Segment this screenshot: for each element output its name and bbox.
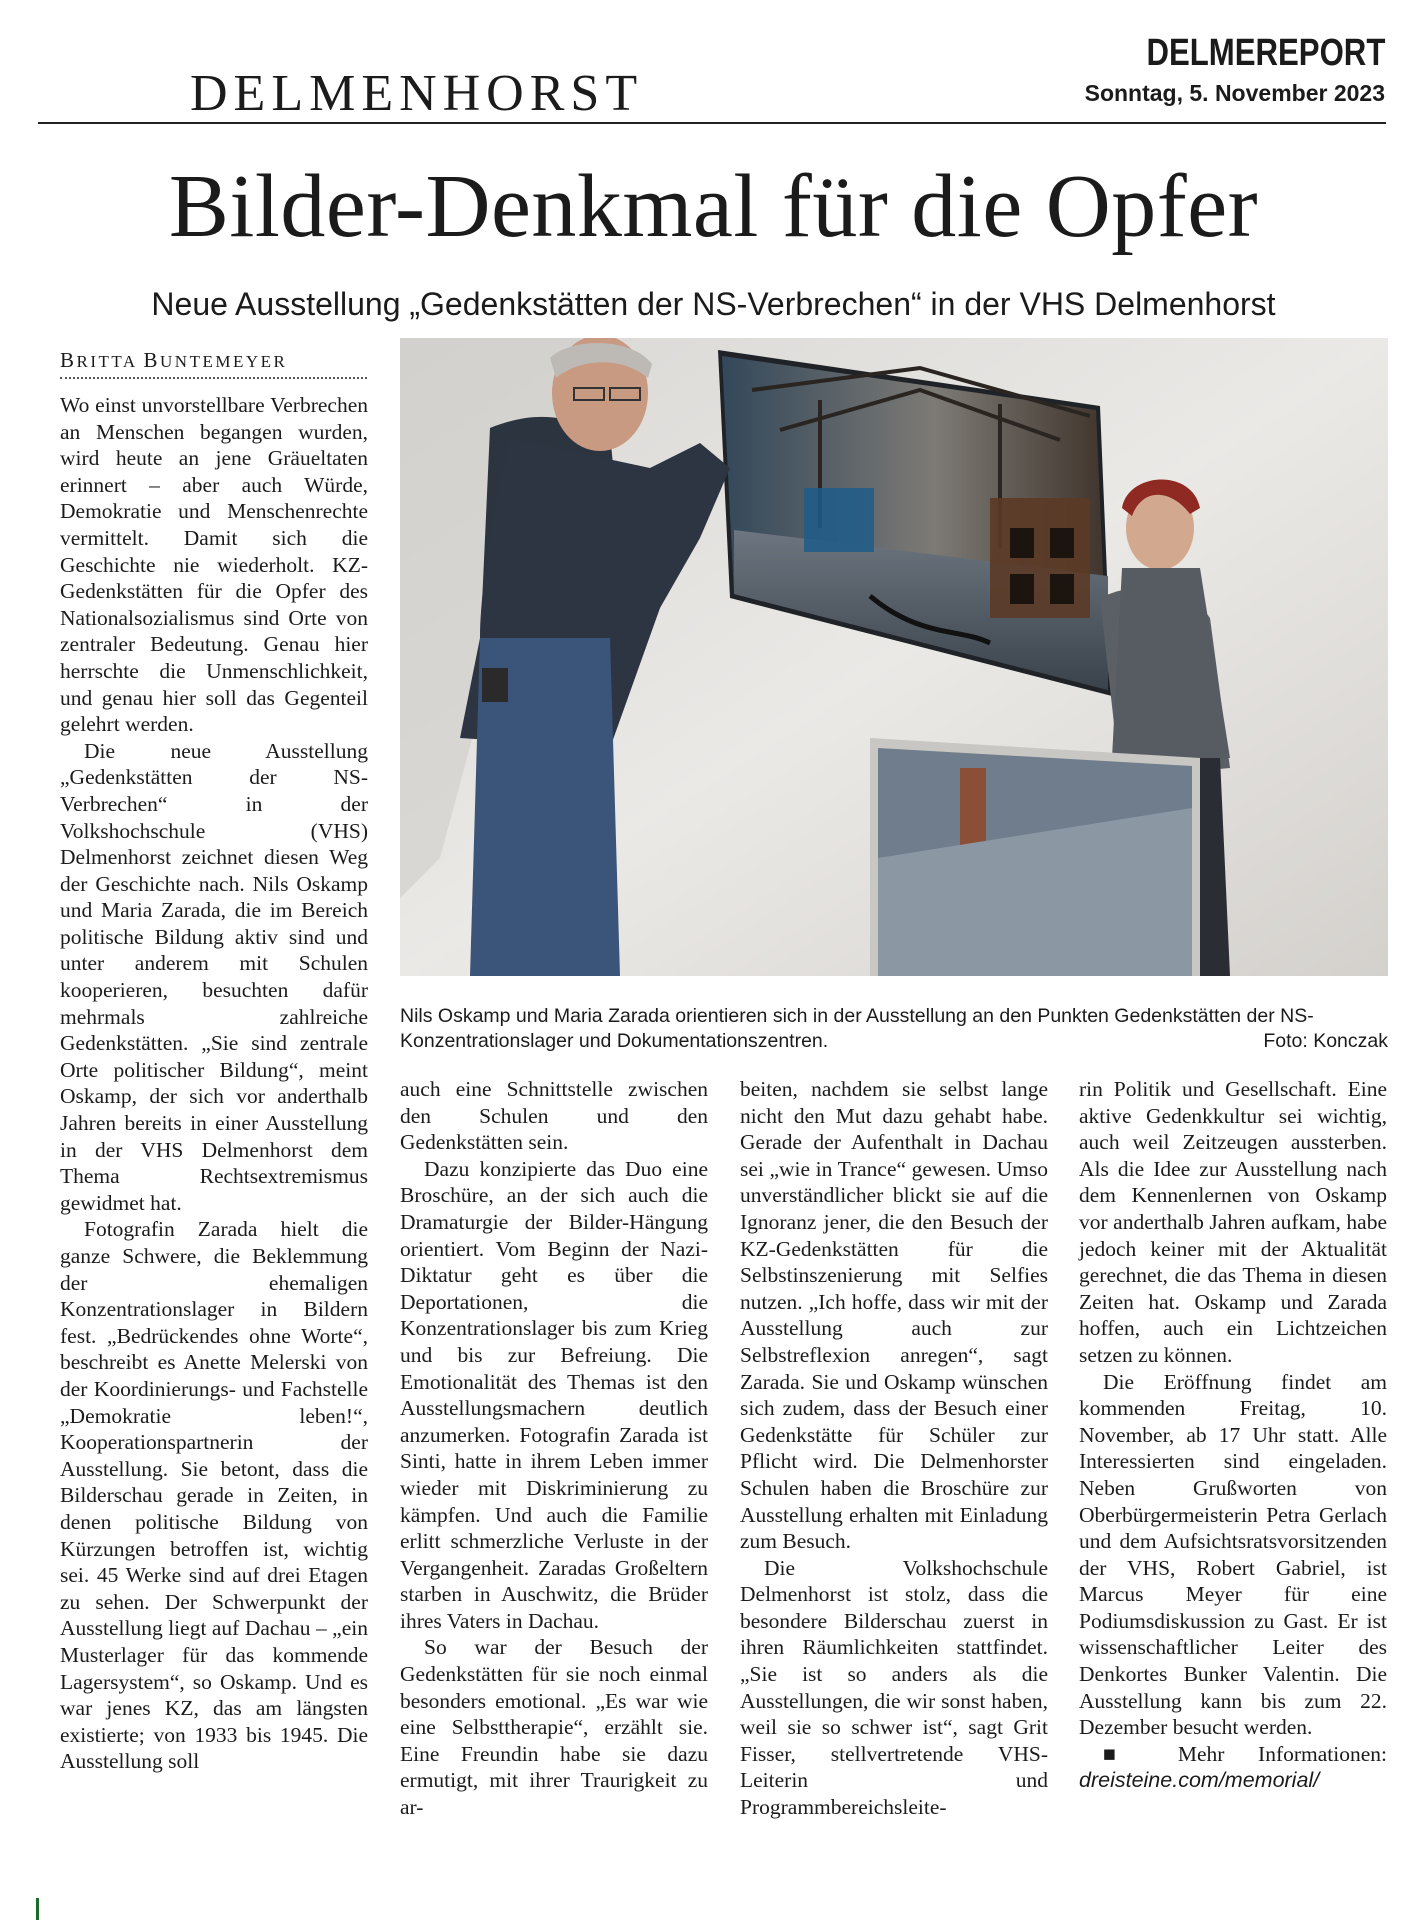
- paragraph: Die Eröffnung findet am kommenden Freitag, 10. November, ab 17 Uhr statt. Alle Interessierten sind eingeladen. Neben Grußworten von Oberbürgermeisterin Petra Gerlach und dem Aufsichtsratsvorsitzenden der VHS, Robert Gabriel, ist Marcus Meyer für eine Podiumsdiskussion zu Gast. Er ist wissenschaftlicher Leiter des Denkortes Bunker Valentin. Die Ausstellung kann bis zum 22. Dezember besucht werden.: [1079, 1369, 1387, 1740]
- article-column-3: [740, 1076, 1048, 1821]
- caption-text: Nils Oskamp und Maria Zarada orientieren sich in der Ausstellung an den Punkten Gedenkstätten der NS-Konzentrationslager und Dokumentationszentren.: [400, 1005, 1314, 1052]
- paragraph: Fotografin Zarada hielt die ganze Schwere, die Beklemmung der ehemaligen Konzentrationslager in Bildern fest. „Bedrückendes ohne Worte“, beschreibt es Anette Melerski von der Koordinierungs- und Fachstelle „Demokratie leben!“, Kooperationspartnerin der Ausstellung. Sie betont, dass die Bilderschau gerade in Zeiten, in denen politische Bildung von Kürzungen betroffen ist, wichtig sei. 45 Werke sind auf drei Etagen zu sehen. Der Schwerpunkt der Ausstellung liegt auf Dachau – „ein Musterlager für das kommende Lagersystem“, so Oskamp. Und es war jenes KZ, das am längsten existierte; von 1933 bis 1945. Die Ausstellung soll: [60, 1217, 368, 1774]
- article-headline: Bilder-Denkmal für die Opfer: [168, 157, 1259, 256]
- paragraph: Die Volkshochschule Delmenhorst ist stolz, dass die besondere Bilderschau zuerst in ihren Räumlichkeiten stattfindet. „Sie ist so anders als die Ausstellungen, die wir sonst haben, weil sie so schwer ist“, sagt Grit Fisser, stellvertretende VHS-Leiterin und Programmbereichsleite-: [740, 1555, 1048, 1820]
- square-bullet-icon: ■: [1103, 1741, 1145, 1766]
- article-column-4: [1079, 1076, 1387, 1794]
- article-column-1: [60, 392, 368, 1775]
- more-info-link[interactable]: dreisteine.com/memorial/: [1079, 1768, 1320, 1793]
- paragraph: auch eine Schnittstelle zwischen den Schulen und den Gedenkstätten sein.: [400, 1077, 708, 1155]
- paragraph: Die neue Ausstellung „Gedenkstätten der NS-Verbrechen“ in der Volkshochschule (VHS) Delmenhorst zeichnet diesen Weg der Geschichte nach. Nils Oskamp und Maria Zarada, die im Bereich politische Bildung aktiv sind und unter anderem mit Schulen kooperieren, besuchten dafür mehrmals zahlreiche Gedenkstätten. „Sie sind zentrale Orte politischer Bildung“, meint Oskamp, der sich vor anderthalb Jahren bereits in einer Ausstellung in der VHS Delmenhorst dem Thema Rechtsextremismus gewidmet hat.: [60, 738, 368, 1215]
- more-info: [1079, 1741, 1387, 1794]
- paragraph: rin Politik und Gesellschaft. Eine aktive Gedenkkultur sei wichtig, auch weil Zeitzeugen aussterben. Als die Idee zur Ausstellung nach dem Kennenlernen von Oskamp vor anderthalb Jahren aufkam, habe jedoch keiner mit der Aktualität gerechnet, die das Thema in diesen Zeiten hat. Oskamp und Zarada hoffen, auch ein Lichtzeichen setzen zu können.: [1079, 1077, 1387, 1367]
- header-rule: [38, 122, 1386, 124]
- more-info-label: Mehr Informationen:: [1177, 1741, 1388, 1766]
- paragraph: Dazu konzipierte das Duo eine Broschüre, an der sich auch die Dramaturgie der Bilder-Hängung orientiert. Vom Beginn der Nazi-Diktatur geht es über die Deportationen, die Konzentrationslager bis zum Krieg und bis zur Befreiung. Die Emotionalität des Themas ist den Ausstellungsmachern deutlich anzumerken. Fotografin Zarada ist Sinti, hatte in ihrem Leben immer wieder mit Diskriminierung zu kämpfen. Und auch die Familie erlitt schmerzliche Verluste in der Vergangenheit. Zaradas Großeltern starben in Auschwitz, die Brüder ihres Vaters in Dachau.: [400, 1156, 708, 1633]
- issue-date: Sonntag, 5. November 2023: [1084, 80, 1385, 106]
- author-byline: [60, 350, 367, 379]
- article-subheadline: Neue Ausstellung „Gedenkstätten der NS-Verbrechen“ in der VHS Delmenhorst: [151, 286, 1276, 322]
- paragraph: Wo einst unvorstellbare Verbrechen an Menschen begangen wurden, wird heute an jene Gräueltaten erinnert – aber auch Würde, Demokratie und Menschenrechte vermittelt. Damit sich die Geschichte nie wiederholt. KZ-Gedenkstätten für die Opfer des Nationalsozialismus sind Orte von zentraler Bedeutung. Genau hier herrschte die Unmenschlichkeit, und genau hier soll das Gegenteil gelehrt werden.: [60, 393, 368, 737]
- article-photo: [400, 338, 1388, 976]
- section-name: DELMENHORST: [190, 65, 644, 122]
- photo-caption: [400, 1004, 1388, 1054]
- photo-credit: Foto: Konczak: [1263, 1030, 1388, 1052]
- paragraph: beiten, nachdem sie selbst lange nicht den Mut dazu gehabt habe. Gerade der Aufenthalt in Dachau sei „wie in Trance“ gewesen. Umso unverständlicher blickt sie auf die Ignoranz jener, die den Besuch der KZ-Gedenkstätten für die Selbstinszenierung mit Selfies nutzen. „Ich hoffe, dass wir mit der Ausstellung auch zur Selbstreflexion anregen“, sagt Zarada. Sie und Oskamp wünschen sich zudem, dass der Besuch einer Gedenkstätte für Schüler zur Pflicht wird. Die Delmenhorster Schulen haben die Broschüre zur Ausstellung erhalten mit Einladung zum Besuch.: [740, 1077, 1048, 1554]
- author-first-name: BRITTA: [60, 348, 137, 372]
- paragraph: So war der Besuch der Gedenkstätten für sie noch einmal besonders emotional. „Es war wie eine Selbsttherapie“, erzählt sie. Eine Freundin habe sie dazu ermutigt, mit ihrer Traurigkeit zu ar-: [400, 1635, 708, 1820]
- author-last-name: BUNTEMEYER: [143, 348, 288, 372]
- article-column-2: [400, 1076, 708, 1821]
- newspaper-brand: DELMEREPORT: [1146, 32, 1385, 74]
- page-corner-mark: [36, 1898, 39, 1920]
